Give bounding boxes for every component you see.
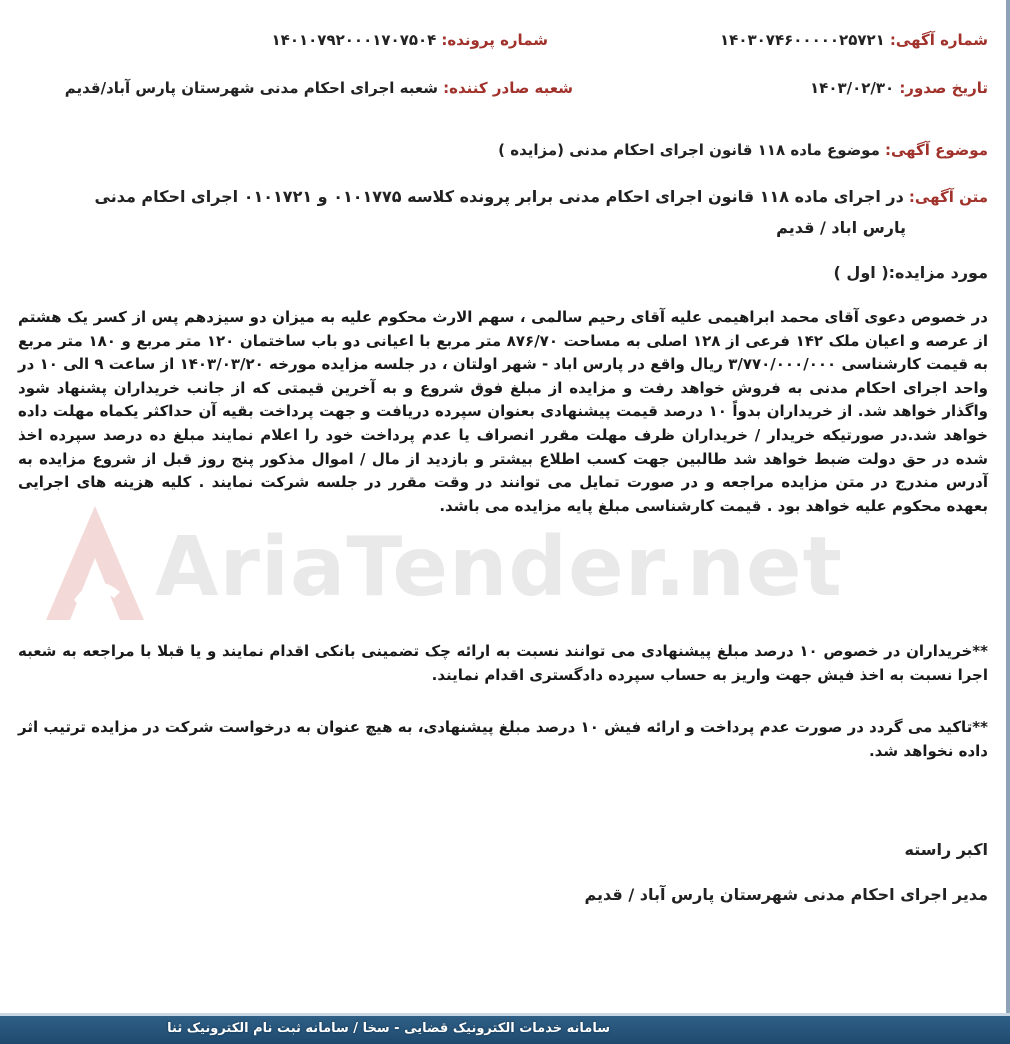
signature-name bbox=[904, 840, 988, 859]
notice-text-line2 bbox=[776, 218, 906, 237]
aria-logo-icon bbox=[40, 500, 150, 630]
notice-subject bbox=[498, 140, 988, 159]
watermark bbox=[40, 500, 843, 630]
auction-title bbox=[834, 263, 988, 282]
signature-title-text: مدیر اجرای احکام مدنی شهرستان پارس آباد / قدیم bbox=[584, 885, 988, 904]
file-number-label: شماره پرونده: bbox=[441, 31, 548, 49]
subject-value: موضوع ماده ۱۱۸ قانون اجرای احکام مدنی (مزایده ) bbox=[498, 141, 880, 159]
signature-title bbox=[585, 885, 989, 904]
text-label: متن آگهی: bbox=[908, 188, 988, 206]
issuer-value: شعبه اجرای احکام مدنی شهرستان پارس آباد/قدیم bbox=[64, 79, 439, 97]
notice-number-label: شماره آگهی: bbox=[889, 31, 988, 49]
footer-text: سامانه خدمات الکترونیک قضایی - سخا / سامانه ثبت نام الکترونیک ثنا bbox=[167, 1021, 610, 1036]
footer-bar bbox=[0, 1013, 1010, 1044]
notice-text bbox=[95, 187, 989, 206]
note-paragraph-2: **تاکید می گردد در صورت عدم پرداخت و ارائه فیش ۱۰ درصد مبلغ پیشنهادی، به هیچ عنوان به درخواست شرکت در مزایده ترتیب اثر داده نخواهد شد. bbox=[18, 718, 988, 760]
note-paragraph-1: **خریداران در خصوص ۱۰ درصد مبلغ پیشنهادی می توانند نسبت به ارائه چک تضمینی بانکی اقدام نمایند و یا قبلا با مراجعه به شعبه اجرا نسبت به اخذ فیش جهت واریز به حساب سپرده دادگستری اقدام نمایند. bbox=[18, 642, 988, 684]
issue-date-label: تاریخ صدور: bbox=[899, 79, 988, 97]
signature-name-text: اکبر راسته bbox=[904, 840, 988, 859]
text-value-line1: در اجرای ماده ۱۱۸ قانون اجرای احکام مدنی برابر پرونده کلاسه ۰۱۰۱۷۷۵ و ۰۱۰۱۷۲۱ اجرای احکام مدنی bbox=[94, 187, 904, 206]
notice-number-value: ۱۴۰۳۰۷۴۶۰۰۰۰۰۲۵۷۲۱ bbox=[720, 31, 885, 49]
text-value-line2: پارس اباد / قدیم bbox=[776, 218, 906, 237]
file-number bbox=[272, 30, 548, 49]
notice-number bbox=[720, 30, 988, 49]
main-paragraph: در خصوص دعوی آقای محمد ابراهیمی علیه آقای رحیم سالمی ، سهم الارث محکوم علیه به میزان دو سیزدهم پس از کسر یک هشتم از عرصه و اعیان ملک ۱۴۲ فرعی از ۱۲۸ اصلی به مساحت ۸۷۶/۷۰ متر مربع با اعیانی دو باب ساختمان ۱۲۰ متر مربع و ۱۸۰ متر مربع به قیمت کارشناسی ۳/۷۷۰/۰۰۰/۰۰۰ ریال واقع در پارس اباد - شهر اولتان ، در جلسه مزایده مورخه ۱۴۰۳/۰۳/۲۰ از ساعت ۹ الی ۱۰ در واحد اجرای احکام مدنی به فروش خواهد رفت و مزایده از مبلغ فوق شروع و به آخرین قیمتی که از جانب خریداران پشنهاد شود واگذار خواهد شد. از خریداران بدواً ۱۰ درصد قیمت پیشنهادی بعنوان سپرده دریافت و جهت پرداخت بقیه آن حداکثر یکماه مهلت داده خواهد شد.در صورتیکه خریدار / خریداران ظرف مهلت مقرر انصراف یا عدم پرداخت خود را اعلام نمایند مبلغ ده درصد سپرده اخذ شده در حق دولت ضبط خواهد شد طالبین جهت کسب اطلاع بیشتر و بازدید از مال / اموال مذکور پنج روز قبل از شروع مزایده به آدرس مندرج در متن مزایده مراجعه و در صورت تمایل می توانند در وقت مقرر در جلسه شرکت نمایند . کلیه هزینه های اجرایی بعهده محکوم علیه خواهد بود . قیمت کارشناسی مبلغ پایه مزایده می باشد. bbox=[18, 308, 989, 515]
issuer bbox=[65, 78, 573, 97]
issue-date-value: ۱۴۰۳/۰۲/۳۰ bbox=[810, 79, 895, 97]
issue-date bbox=[810, 78, 988, 97]
auction-title-text: مورد مزایده:( اول ) bbox=[833, 263, 988, 282]
watermark-text: AriaTender.net bbox=[155, 520, 843, 615]
subject-label: موضوع آگهی: bbox=[884, 141, 988, 159]
file-number-value: ۱۴۰۱۰۷۹۲۰۰۰۱۷۰۷۵۰۴ bbox=[271, 31, 437, 49]
issuer-label: شعبه صادر کننده: bbox=[443, 79, 573, 97]
